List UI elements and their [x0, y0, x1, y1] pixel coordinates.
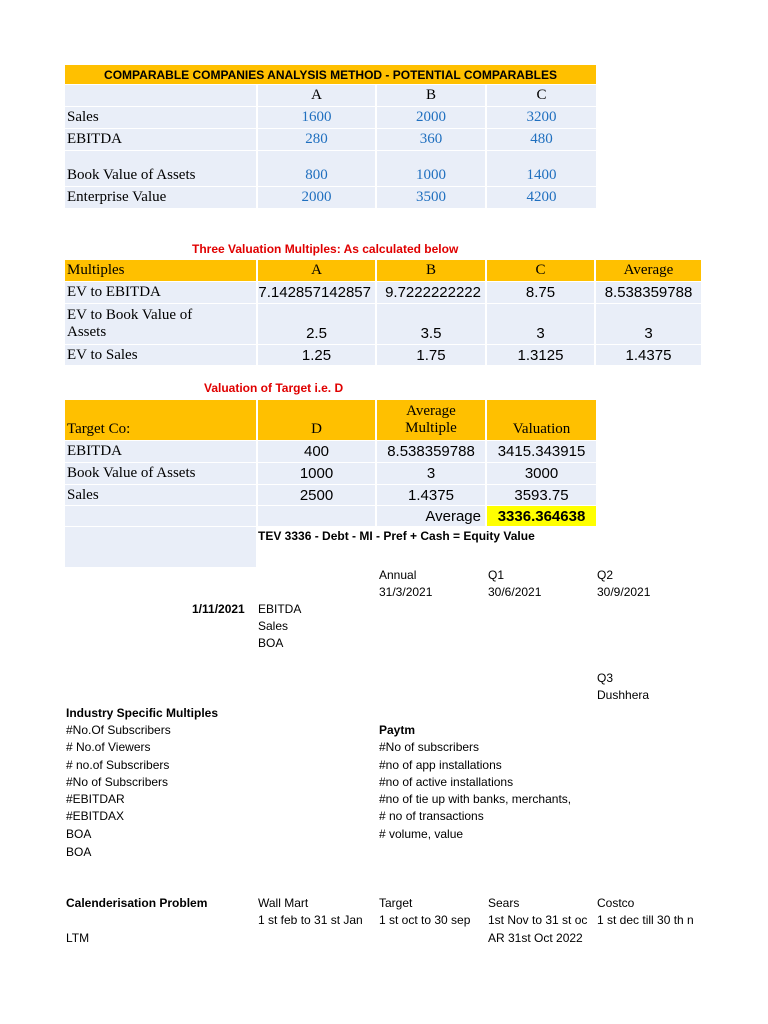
multiples-caption: Three Valuation Multiples: As calculated below	[192, 242, 459, 256]
cell: 1.75	[377, 345, 487, 365]
industry-item: BOA	[66, 845, 92, 859]
cell: 1.3125	[487, 345, 596, 365]
row-label: Book Value of Assets	[65, 165, 258, 186]
valuation-row-sales	[65, 485, 596, 505]
cell: 3000	[524, 465, 559, 482]
calendar-period: 1 st dec till 30 th n	[597, 913, 694, 927]
row-label: EV to Sales	[65, 345, 258, 365]
average-label: Average	[377, 506, 487, 526]
period-q1-date: 30/6/2021	[488, 585, 542, 599]
row-label: Sales	[65, 485, 258, 505]
calendar-company: Sears	[488, 896, 520, 910]
cell: 400	[258, 441, 377, 462]
cell: 3.5	[377, 304, 487, 344]
industry-item: # No.of Viewers	[66, 740, 151, 754]
cell: 280	[258, 129, 377, 150]
cell: 1000	[377, 165, 487, 186]
date-item: Sales	[258, 619, 289, 633]
row-label: Book Value of Assets	[65, 463, 258, 484]
calendar-period: 1 st feb to 31 st Jan	[258, 913, 363, 927]
paytm-item: #no of tie up with banks, merchants,	[379, 792, 572, 806]
period-q2: Q2	[597, 568, 614, 582]
calendar-period: 1 st oct to 30 sep	[379, 913, 471, 927]
period-q3-note: Dushhera	[597, 688, 650, 702]
cell: 1.4375	[625, 346, 672, 364]
ltm-label: LTM	[66, 931, 90, 945]
col-header-average-line2: Multiple	[405, 420, 457, 436]
comparables-spacer-row	[65, 151, 596, 165]
industry-item: BOA	[66, 827, 92, 841]
industry-item: #No of Subscribers	[66, 775, 169, 789]
paytm-item: #no of app installations	[379, 758, 502, 772]
comparables-row-book-value	[65, 165, 596, 186]
multiples-row-ev-sales	[65, 345, 701, 365]
cell: 3415.343915	[497, 443, 586, 460]
col-header-average: Average	[623, 262, 674, 278]
cell: 9.7222222222	[377, 282, 487, 303]
ltm-note: AR 31st Oct 2022	[488, 931, 583, 945]
col-header-c: C	[487, 260, 596, 281]
cell: 8.538359788	[377, 441, 487, 462]
industry-item: # no.of Subscribers	[66, 758, 170, 772]
industry-item: #No.Of Subscribers	[66, 723, 171, 737]
period-q2-date: 30/9/2021	[597, 585, 651, 599]
cell: 800	[258, 165, 377, 186]
comparables-row-ev	[65, 187, 596, 208]
row-label-line1: EV to Book Value of	[67, 307, 193, 323]
valuation-row-book	[65, 463, 596, 484]
calendar-company: Costco	[597, 896, 635, 910]
cell: 2000	[377, 107, 487, 128]
industry-title: Industry Specific Multiples	[66, 706, 219, 720]
date-item: BOA	[258, 636, 284, 650]
paytm-item: #no of active installations	[379, 775, 514, 789]
col-header-valuation: Valuation	[512, 421, 571, 437]
period-q3: Q3	[597, 671, 614, 685]
cell: 2000	[258, 187, 377, 208]
period-annual: Annual	[379, 568, 417, 582]
row-label: EBITDA	[65, 129, 258, 150]
col-header-a: A	[258, 85, 377, 106]
row-label: EBITDA	[65, 441, 258, 462]
col-header-b: B	[377, 260, 487, 281]
row-label: EV to EBITDA	[65, 282, 258, 303]
cell: 1.4375	[377, 485, 487, 505]
row-label: Sales	[65, 107, 258, 128]
valuation-spacer-block	[65, 527, 256, 567]
col-header-c: C	[536, 87, 547, 103]
cell: 3593.75	[514, 486, 569, 504]
calendar-period: 1st Nov to 31 st oc	[488, 913, 588, 927]
cell: 3200	[526, 109, 557, 125]
cell: 7.142857142857	[258, 282, 377, 303]
cell: 2.5	[258, 304, 377, 344]
multiples-row-ev-ebitda	[65, 282, 701, 303]
cell: 1400	[526, 167, 557, 183]
date-item: EBITDA	[258, 602, 302, 616]
average-value: 3336.364638	[487, 506, 596, 526]
cell: 2500	[258, 485, 377, 505]
paytm-item: # no of transactions	[379, 809, 484, 823]
cell: 8.538359788	[604, 284, 693, 301]
period-annual-date: 31/3/2021	[379, 585, 433, 599]
col-header-target: Target Co:	[65, 400, 258, 440]
col-header-multiples: Multiples	[65, 260, 258, 281]
multiples-row-ev-book	[65, 304, 701, 344]
cell: 3	[377, 463, 487, 484]
industry-item: #EBITDAR	[66, 792, 125, 806]
calendar-company: Wall Mart	[258, 896, 309, 910]
paytm-title: Paytm	[379, 723, 416, 737]
col-header-a: A	[258, 260, 377, 281]
cell: 480	[530, 131, 553, 147]
comparables-title: COMPARABLE COMPANIES ANALYSIS METHOD - POTENTIAL COMPARABLES	[65, 65, 596, 84]
cell: 360	[377, 129, 487, 150]
cell: 3500	[377, 187, 487, 208]
cell: 4200	[526, 189, 557, 205]
paytm-item: #No of subscribers	[379, 740, 480, 754]
comparables-header-row	[65, 85, 596, 106]
valuation-header-row	[65, 400, 596, 440]
calendar-title: Calenderisation Problem	[66, 896, 208, 910]
row-label: Enterprise Value	[65, 187, 258, 208]
comparables-row-ebitda	[65, 129, 596, 150]
comparables-row-sales	[65, 107, 596, 128]
valuation-caption: Valuation of Target i.e. D	[204, 381, 344, 395]
cell: 3	[644, 325, 653, 342]
col-header-average-line1: Average	[406, 403, 456, 419]
col-header-b: B	[377, 85, 487, 106]
period-q1: Q1	[488, 568, 505, 582]
cell: 8.75	[487, 282, 596, 303]
multiples-header-row	[65, 260, 701, 281]
valuation-row-average	[65, 506, 596, 526]
cell: 3	[487, 304, 596, 344]
valuation-row-ebitda	[65, 441, 596, 462]
paytm-item: # volume, value	[379, 827, 464, 841]
cell: 1.25	[258, 345, 377, 365]
col-header-d: D	[258, 400, 377, 440]
row-label-line2: Assets	[67, 324, 107, 340]
industry-item: #EBITDAX	[66, 809, 125, 823]
cell: 1000	[258, 463, 377, 484]
cell: 1600	[258, 107, 377, 128]
date-label: 1/11/2021	[192, 602, 245, 616]
tev-note: TEV 3336 - Debt - MI - Pref + Cash = Equity Value	[258, 529, 535, 543]
calendar-company: Target	[379, 896, 413, 910]
